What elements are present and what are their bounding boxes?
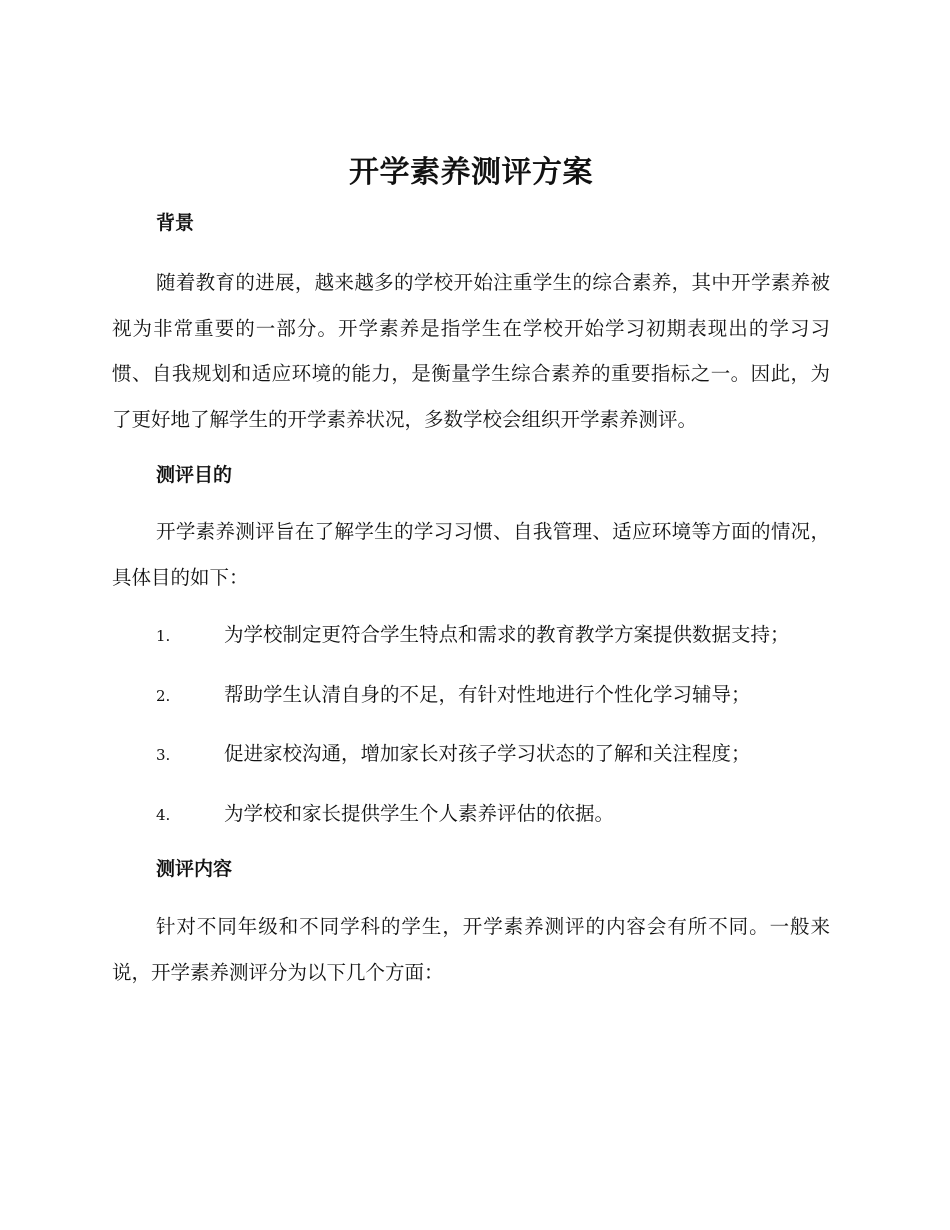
- list-item: [112, 731, 830, 779]
- list-item: [112, 791, 830, 839]
- section-purpose: [112, 460, 830, 838]
- section-heading-content: 测评内容: [156, 858, 233, 880]
- list-item-text: 帮助学生认清自身的不足，有针对性地进行个性化学习辅导；: [224, 682, 751, 706]
- document-body: [112, 150, 830, 995]
- list-item-number: 1.: [156, 627, 171, 645]
- list-item-number: 3.: [156, 746, 171, 764]
- list-item-text: 促进家校沟通，增加家长对孩子学习状态的了解和关注程度；: [224, 742, 751, 765]
- section-heading-background: 背景: [156, 212, 195, 234]
- list-item: [112, 612, 830, 660]
- section-background: [112, 208, 830, 442]
- list-item: [112, 672, 830, 720]
- purpose-paragraph: 开学素养测评旨在了解学生的学习习惯、自我管理、适应环境等方面的情况，具体目的如下：: [112, 520, 830, 589]
- background-paragraph: 随着教育的进展，越来越多的学校开始注重学生的综合素养，其中开学素养被视为非常重要的一部分。开学素养是指学生在学校开始学习初期表现出的学习习惯、自我规划和适应环境的能力，是衡量学生综合素养的重要指标之一。因此，为了更好地了解学生的开学素养状况，多数学校会组织开学素养测评。: [112, 271, 830, 431]
- section-heading-purpose: 测评目的: [156, 464, 233, 486]
- list-item-text: 为学校制定更符合学生特点和需求的教育教学方案提供数据支持；: [224, 623, 790, 646]
- list-item-number: 4.: [156, 805, 171, 824]
- section-content: [112, 854, 830, 995]
- content-paragraph: 针对不同年级和不同学科的学生，开学素养测评的内容会有所不同。一般来说，开学素养测评分为以下几个方面：: [112, 915, 830, 984]
- purpose-list: [112, 612, 830, 838]
- document-title: 开学素养测评方案: [349, 155, 593, 190]
- list-item-text: 为学校和家长提供学生个人素养评估的依据。: [224, 801, 615, 825]
- list-item-number: 2.: [156, 686, 171, 705]
